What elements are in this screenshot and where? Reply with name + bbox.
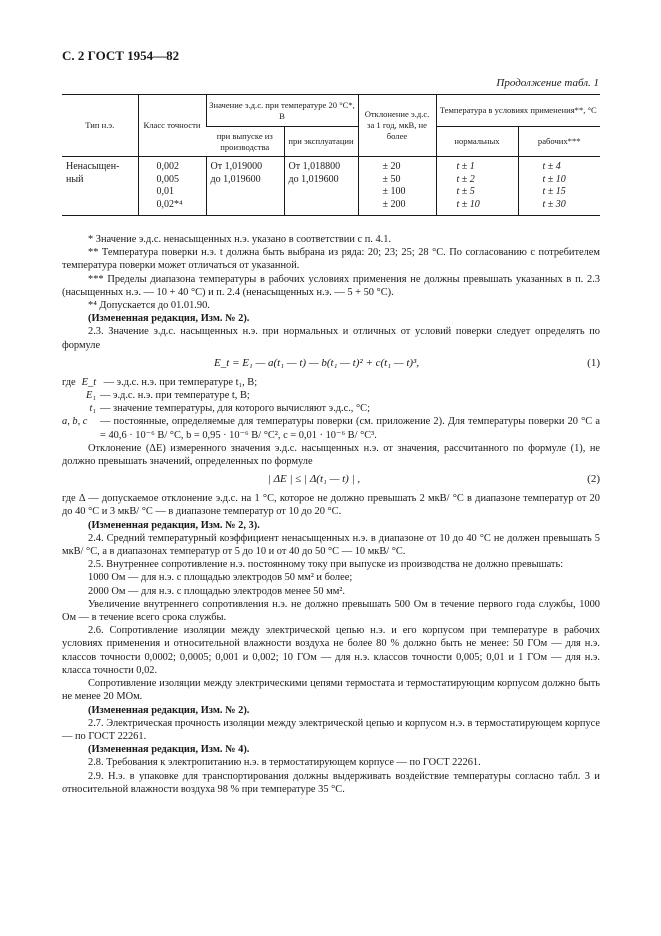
paragraph-2-9: 2.9. Н.э. в упаковке для транспортирования должны выдерживать воздействие температуры согласно табл. 3 и относительной влажности воздуха 98 % при температуре 35 °С. [62, 770, 600, 795]
header-emf-production: при выпуске из производства [206, 127, 284, 157]
footnote: *⁴ Допускается до 01.01.90. [88, 300, 210, 312]
amendment-note: (Измененная редакция, Изм. № 2, 3). [88, 519, 260, 531]
deviation-value: ± 20 [382, 161, 401, 172]
paragraph-2-6-b: Сопротивление изоляции между электрическими цепями термостата и термостатирующим корпусом должно быть не менее 20 МОм. [62, 678, 600, 703]
paragraph-2-3: 2.3. Значение э.д.с. насыщенных н.э. при нормальных и отличных от условий поверки следует определять по формуле [62, 326, 600, 351]
header-temp-working: рабочих*** [518, 127, 600, 157]
definition-text: — э.д.с. н.э. при температуре t₁, В; [103, 376, 258, 388]
cell-emf-operation [284, 157, 358, 216]
definition-text: — постоянные, определяемые для температуры поверки (см. приложение 2). Для температуры поверки 20 °С a = 40,6 · 10⁻⁶ В/ °С, b = 0,95 · 10⁻⁶ В/ °С², c = 0,01 · 10⁻⁶ В/ °С³. [100, 416, 600, 441]
formula-2 [62, 468, 600, 492]
emf-value: От 1,019000 [210, 161, 263, 172]
table-caption: Продолжение табл. 1 [496, 77, 599, 89]
paragraph-2-5-c: Увеличение внутреннего сопротивления н.э. не должно превышать 500 Ом в течение первого года службы, 1000 Ом — в течение всего срока службы. [62, 598, 600, 624]
definition-symbol: t₁ [89, 403, 96, 415]
deviation-value: ± 200 [382, 198, 406, 210]
header-deviation: Отклонение э.д.с. за 1 год, мкВ, не более [358, 95, 436, 157]
deviation-value: ± 100 [382, 186, 406, 197]
cell-deviation [358, 157, 436, 216]
header-class: Класс точности [138, 95, 206, 157]
footnote: ** Температура поверки н.э. t должна быть выбрана из ряда: 20; 23; 25; 28 °С. По согласованию с потребителем температура поверки может отличаться от указанной. [62, 247, 600, 272]
definition-symbol: E_t [81, 376, 97, 388]
emf-value: до 1,019600 [288, 173, 339, 185]
amendment-note: (Измененная редакция, Изм. № 2). [88, 704, 250, 716]
paragraph-2-7: 2.7. Электрическая прочность изоляции между электрической цепью и корпусом н.э. в термостатирующем корпусе — по ГОСТ 22261. [62, 717, 600, 742]
temp-value: t ± 5 [456, 186, 475, 197]
temp-value: t ± 30 [542, 198, 566, 210]
definition-intro: где [62, 376, 76, 388]
definition-text: — значение температуры, для которого вычисляют э.д.с., °С; [100, 403, 370, 415]
formula-1-number: (1) [587, 356, 600, 369]
type-line: Ненасыщен- [66, 161, 120, 172]
definition-symbol: E₁ [86, 390, 96, 402]
paragraph-2-5: 2.5. Внутреннее сопротивление н.э. постоянному току при выпуске из производства не должно превышать: [88, 559, 564, 571]
paragraph-2-8: 2.8. Требования к электропитанию н.э. в термостатирующем корпусе — по ГОСТ 22261. [88, 757, 481, 769]
formula-1-text: E_t = E₁ — a(t₁ — t) — b(t₁ — t)² + c(t₁ — t)³, [214, 356, 420, 369]
specs-table [62, 94, 600, 216]
header-type: Тип н.э. [62, 95, 138, 157]
header-temp-normal: нормальных [436, 127, 518, 157]
paragraph-2-6: 2.6. Сопротивление изоляции между электрической цепью н.э. и его корпусом при температуре в рабочих условиях применения и относительной влажности воздуха не более 80 % должно быть не менее: 50 ГОм — для н.э. классов точности 0,0002; 0,0005; 0,001 и 0,002; 10 ГОм — для н.э. классов точности 0,005; 0,01 и 1 ГОм — для н.э. класса точности 0,02. [62, 625, 600, 676]
formula-2-number: (2) [587, 473, 600, 486]
temp-value: t ± 2 [456, 173, 475, 185]
definition-row [62, 402, 600, 415]
cell-class [138, 157, 206, 216]
paragraph-2-5-a: 1000 Ом — для н.э. с площадью электродов 50 мм² и более; [88, 572, 353, 584]
paragraph-2-5-b: 2000 Ом — для н.э. с площадью электродов менее 50 мм². [88, 585, 346, 597]
temp-value: t ± 10 [456, 198, 480, 210]
class-value: 0,002 [156, 161, 179, 172]
cell-temp-normal [436, 157, 518, 216]
emf-value: От 1,018800 [288, 161, 341, 172]
definition-row [62, 376, 600, 389]
definition-symbol: a, b, c [62, 416, 88, 428]
definition-row [62, 415, 600, 441]
amendment-note: (Измененная редакция, Изм. № 2). [88, 313, 250, 325]
temp-value: t ± 15 [542, 186, 566, 197]
footnote: *** Пределы диапазона температуры в рабочих условиях применения не должны превышать указанных в п. 2.3 (насыщенных н.э. — 10 + 40 °С) и п. 2.4 (ненасыщенных н.э. — 5 + 50 °С). [62, 273, 600, 298]
document-body [62, 233, 600, 796]
cell-type [62, 157, 138, 216]
page-header: С. 2 ГОСТ 1954—82 [62, 48, 180, 63]
type-line: ный [66, 173, 84, 185]
header-emf-operation: при эксплуатации [284, 127, 358, 157]
deviation-value: ± 50 [382, 173, 401, 185]
class-value: 0,01 [156, 186, 174, 197]
paragraph-2-4: 2.4. Средний температурный коэффициент ненасыщенных н.э. в диапазоне от 10 до 40 °С не должен превышать 5 мкВ/ °С, а в диапазонах температур от 5 до 10 и от 40 до 50 °С — 10 мкВ/ °С. [62, 532, 600, 558]
emf-value: до 1,019600 [210, 173, 261, 185]
paragraph-deviation: Отклонение (ΔE) измеренного значения э.д.с. насыщенных н.э. от значения, рассчитанного по формуле (1), не должно превышать значений, определенных по формуле [62, 442, 600, 468]
class-value: 0,02*⁴ [156, 198, 183, 210]
class-value: 0,005 [156, 173, 179, 185]
footnote: * Значение э.д.с. ненасыщенных н.э. указано в соответствии с п. 4.1. [88, 234, 392, 245]
temp-value: t ± 1 [456, 161, 475, 172]
amendment-note: (Измененная редакция, Изм. № 4). [88, 744, 250, 756]
cell-emf-production [206, 157, 284, 216]
formula-1 [62, 352, 600, 376]
temp-value: t ± 4 [542, 161, 561, 172]
cell-temp-working [518, 157, 600, 216]
formula-2-text: | ΔE | ≤ | Δ(t₁ — t) | , [268, 473, 361, 486]
header-emf-group: Значение э.д.с. при температуре 20 °С*, В [206, 95, 358, 127]
definition-text: — э.д.с. н.э. при температуре t, В; [100, 390, 250, 402]
table-row [62, 157, 600, 216]
definition-row [62, 389, 600, 402]
temp-value: t ± 10 [542, 173, 566, 185]
paragraph-delta: где Δ — допускаемое отклонение э.д.с. на 1 °С, которое не должно превышать 2 мкВ/ °С в диапазоне температур от 20 до 40 °С и 3 мкВ/ °С — в диапазоне температур от 10 до 20 °С. [62, 493, 600, 518]
header-temp-group: Температура в условиях применения**, °С [436, 95, 600, 127]
